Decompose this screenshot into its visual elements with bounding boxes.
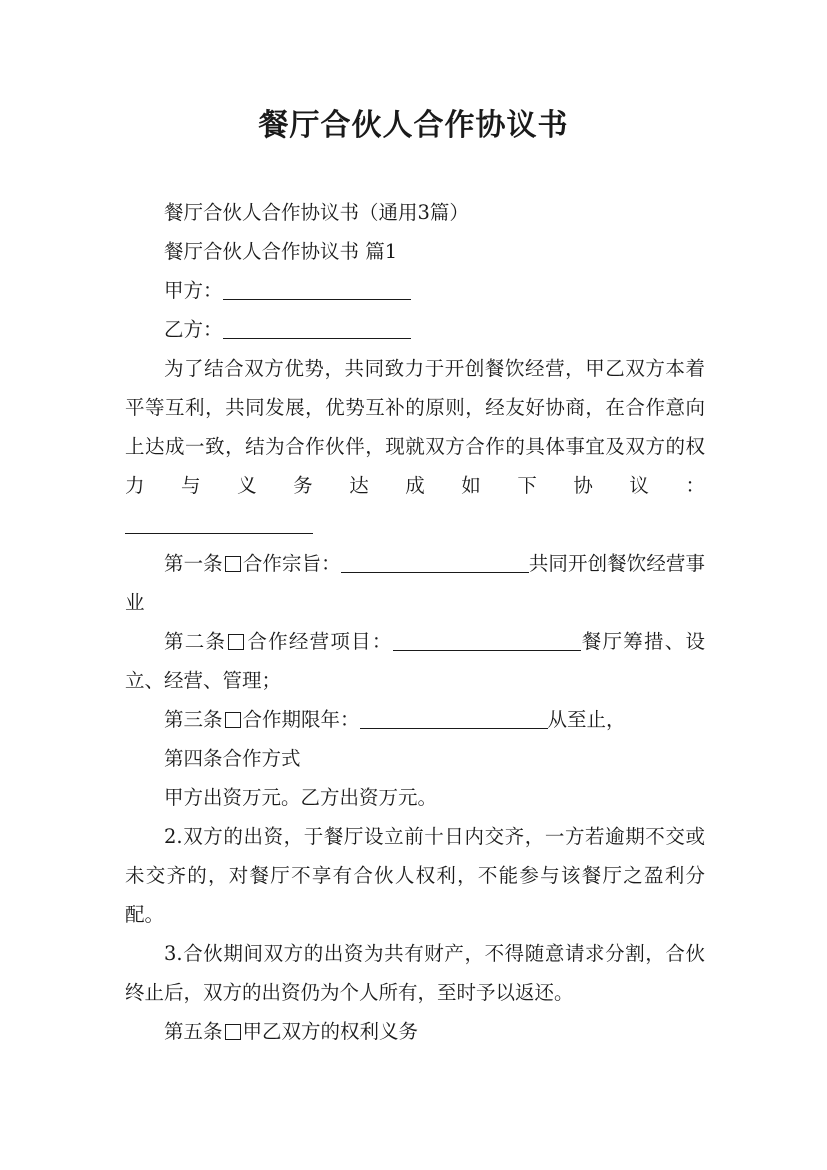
clause-3-label: 合作期限年：: [242, 708, 360, 731]
item-3-paragraph: 3.合伙期间双方的出资为共有财产，不得随意请求分割，合伙终止后，双方的出资仍为个人所有，至时予以返还。: [125, 942, 705, 1004]
document-body: [125, 193, 705, 1051]
party-a-blank: [223, 279, 411, 300]
clause-1-suffix: 共同开创餐饮经营事业: [125, 552, 705, 614]
clause-4: 第四条合作方式: [164, 747, 301, 770]
subtitle-paragraph: 餐厅合伙人合作协议书（通用3篇）: [164, 201, 469, 224]
clause-2-blank: [393, 630, 581, 651]
clause-3-suffix: 从至止，: [547, 708, 626, 731]
checkbox-square-icon: [228, 634, 244, 650]
intro-paragraph: [125, 349, 705, 505]
intro-text: 为了结合双方优势，共同致力于开创餐饮经营，甲乙双方本着平等互利，共同发展，优势互补的原则，经友好协商，在合作意向上达成一致，结为合作伙伴，现就双方合作的具体事宜及双方的权力与义务达成如下协议：: [125, 357, 705, 497]
clause-2-label: 合作经营项目：: [246, 630, 393, 653]
clause-2: [125, 622, 705, 700]
intro-blank: [125, 513, 313, 534]
party-a-line: [125, 271, 705, 310]
investment-paragraph: 甲方出资万元。乙方出资万元。: [164, 786, 438, 809]
checkbox-square-icon: [225, 712, 241, 728]
clause-5-label: 甲乙双方的权利义务: [242, 1020, 419, 1043]
document-title: 餐厅合伙人合作协议书: [258, 108, 569, 143]
intro-blank-line: [125, 505, 705, 544]
clause-1-prefix: 第一条: [164, 552, 223, 575]
clause-3-prefix: 第三条: [164, 708, 223, 731]
article-heading: 餐厅合伙人合作协议书 篇1: [164, 240, 398, 263]
party-b-line: [125, 310, 705, 349]
party-b-blank: [223, 318, 411, 339]
party-a-label: 甲方：: [164, 279, 223, 302]
clause-5-prefix: 第五条: [164, 1020, 223, 1043]
clause-1-blank: [341, 552, 529, 573]
clause-2-prefix: 第二条: [164, 630, 227, 653]
clause-1-label: 合作宗旨：: [242, 552, 341, 575]
clause-3-blank: [360, 708, 548, 729]
checkbox-square-icon: [225, 556, 241, 572]
clause-5: [125, 1012, 705, 1051]
checkbox-square-icon: [225, 1024, 241, 1040]
clause-3: [125, 700, 705, 739]
clause-1: [125, 544, 705, 622]
item-2-paragraph: 2.双方的出资，于餐厅设立前十日内交齐，一方若逾期不交或未交齐的，对餐厅不享有合伙人权利，不能参与该餐厅之盈利分配。: [125, 825, 705, 926]
clause-2-suffix: 餐厅筹措、设立、经营、管理；: [125, 630, 705, 692]
party-b-label: 乙方：: [164, 318, 223, 341]
